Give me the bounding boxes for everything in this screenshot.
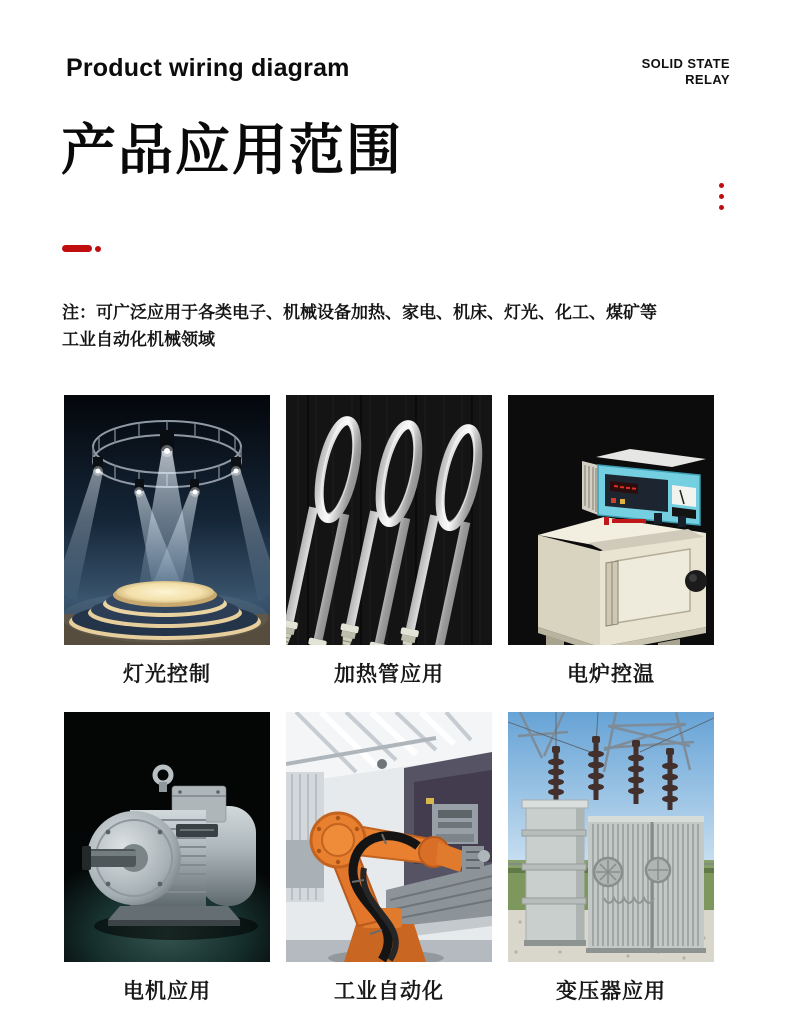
gallery-caption: 变压器应用 <box>556 980 666 1003</box>
brand-line-1: SOLID STATE <box>641 56 730 71</box>
red-dot <box>719 194 724 199</box>
gallery-item-robot <box>286 712 492 1005</box>
application-note <box>62 299 657 353</box>
brand-line-2: RELAY <box>685 72 730 87</box>
heating-tubes-photo <box>286 395 492 645</box>
stage-lighting-photo <box>64 395 270 645</box>
gallery-item-heating-tubes <box>286 395 492 688</box>
red-dot <box>719 183 724 188</box>
page-header-title: Product wiring diagram <box>66 54 350 82</box>
gallery-item-lighting <box>64 395 270 688</box>
red-dot <box>719 205 724 210</box>
note-line-1: 注：可广泛应用于各类电子、机械设备加热、家电、机床、灯光、化工、煤矿等 <box>62 303 657 322</box>
red-dots-decor <box>719 183 724 210</box>
note-line-2: 工业自动化机械领域 <box>62 330 215 349</box>
gallery-caption: 灯光控制 <box>123 663 211 686</box>
power-transformer-photo <box>508 712 714 962</box>
title-underline-dash <box>62 245 92 252</box>
gallery-caption: 工业自动化 <box>334 980 444 1003</box>
muffle-furnace-photo <box>508 395 714 645</box>
gallery-item-motor <box>64 712 270 1005</box>
gallery-item-furnace <box>508 395 714 688</box>
electric-motor-photo <box>64 712 270 962</box>
title-underline-dot <box>95 246 101 252</box>
gallery-item-transformer <box>508 712 714 1005</box>
gallery-caption: 加热管应用 <box>334 663 444 686</box>
section-title: 产品应用范围 <box>61 119 404 181</box>
brand-text <box>642 56 730 88</box>
gallery-caption: 电机应用 <box>123 980 211 1003</box>
industrial-robot-photo <box>286 712 492 962</box>
gallery-caption: 电炉控温 <box>567 663 655 686</box>
